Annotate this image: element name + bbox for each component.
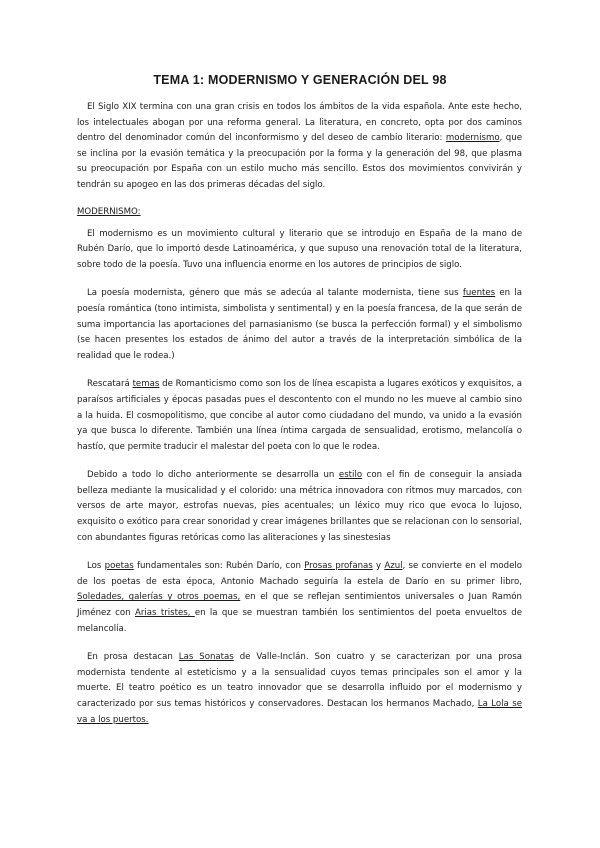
text: y <box>372 561 385 572</box>
text: en el que se reflejan sentimientos universales o Juan Ramón Jiménez con <box>77 592 522 619</box>
paragraph-1: El modernismo es un movimiento cultural y literario que se introdujo en España de la mano de Rubén Darío, que lo importó desde Latinoamérica, y que supuso una renovación total de la literatura, sobre todo de la poesía. Tuvo una influencia enorme en los autores de principios de siglo. <box>77 228 522 270</box>
text: de Romanticismo como son los de línea escapista a lugares exóticos y exquisitos, a paraísos artificiales y épocas pasadas pues el descontento con el mundo no les mueve al cambio sino a la huida. El cosmopolitismo, que concibe al autor como ciudadano del mundo, va unido a la evasión ya que busca lo diferente. También una línea íntima cargada de sensualidad, erotismo, melancolía o hastío, que permite traducir el malestar del poeta con lo que le rodea. <box>77 379 522 452</box>
document-body <box>77 100 522 741</box>
paragraph-6 <box>77 650 522 728</box>
underlined-title: Soledades, galerías y otros poemas, <box>77 592 241 603</box>
underlined-term: modernismo <box>445 133 500 144</box>
underlined-title: Prosas profanas <box>304 561 373 572</box>
text: , que se inclina por la evasión temática y la preocupación por la forma y la generación del 98, que plasma su preocupación por España con un estilo mucho más sencillo. Estos dos movimientos convivirán y tendrán su apogeo en las dos primeras décadas del siglo. <box>77 133 522 190</box>
underlined-term: estilo <box>338 470 363 481</box>
paragraph-4 <box>77 468 522 546</box>
underlined-title: Arias tristes, <box>134 608 195 619</box>
text: El Siglo XIX termina con una gran crisis en todos los ámbitos de la vida española. Ante este hecho, los intelectuales abogan por una reforma general. La literatura, en concreto, opta por dos caminos dentro del denominador común del inconformismo y del deseo de cambio literario: <box>77 102 522 144</box>
text: en la que se muestran también los sentimientos del poeta envueltos de melancolía. <box>77 608 523 634</box>
text: Los <box>87 561 105 572</box>
text: de Valle-Inclán. Son cuatro y se caracterizan por una prosa modernista tendente al esteticismo y a la sensualidad cuyos temas principales son el amor y la muerte. El teatro poético es un teatro innovador que se desarrolla influido por el modernismo y caracterizado por sus temas históricos y conservadores. Destacan los hermanos Machado, <box>77 652 522 709</box>
text: fundamentales son: Rubén Darío, con <box>133 561 305 572</box>
paragraph-3 <box>77 377 522 455</box>
underlined-title: Azul <box>384 561 403 572</box>
text: en la poesía romántica (tono intimista, simbolista y sentimental) y en la poesía francesa, de la que serán de suma importancia las aportaciones del parnasianismo (se busca la perfección formal) y el simbolismo (se hacen presentes los estados de ánimo del autor a través de la interpretación simbólica de la realidad que le rodea.) <box>77 288 522 361</box>
paragraph-2 <box>77 286 522 364</box>
paragraph-5 <box>77 559 522 637</box>
underlined-term: fuentes <box>462 288 496 299</box>
underlined-term: temas <box>132 379 160 390</box>
underlined-title: Las Sonatas <box>178 652 234 663</box>
text: con el fin de conseguir la ansiada belleza mediante la musicalidad y el colorido: una métrica innovadora con ritmos muy marcados, con versos de arte mayor, estrofas nuevas, pies acentuales; un léxico muy rico que evoca lo lujoso, exquisito o exótico para crear sonoridad y crear imágenes brillantes que se relacionan con lo sensorial, con abundantes figuras retóricas como las aliteraciones y las sinestesias <box>77 470 522 543</box>
section-heading-modernismo: MODERNISMO: <box>77 206 141 217</box>
document-title: TEMA 1: MODERNISMO Y GENERACIÓN DEL 98 <box>153 73 447 87</box>
underlined-title: La Lola se va a los puertos. <box>77 699 522 725</box>
intro-paragraph <box>77 100 522 194</box>
text: Debido a todo lo dicho anteriormente se desarrolla un <box>87 470 339 481</box>
text: , se convierte en el modelo de los poetas de esta época, Antonio Machado seguiría la estela de Darío en su primer libro, <box>77 561 522 587</box>
text: La poesía modernista, género que más se adecúa al talante modernista, tiene sus <box>87 288 463 299</box>
text: En prosa destacan <box>87 652 179 663</box>
text: Rescatará <box>87 379 133 390</box>
underlined-term: poetas <box>104 561 134 572</box>
